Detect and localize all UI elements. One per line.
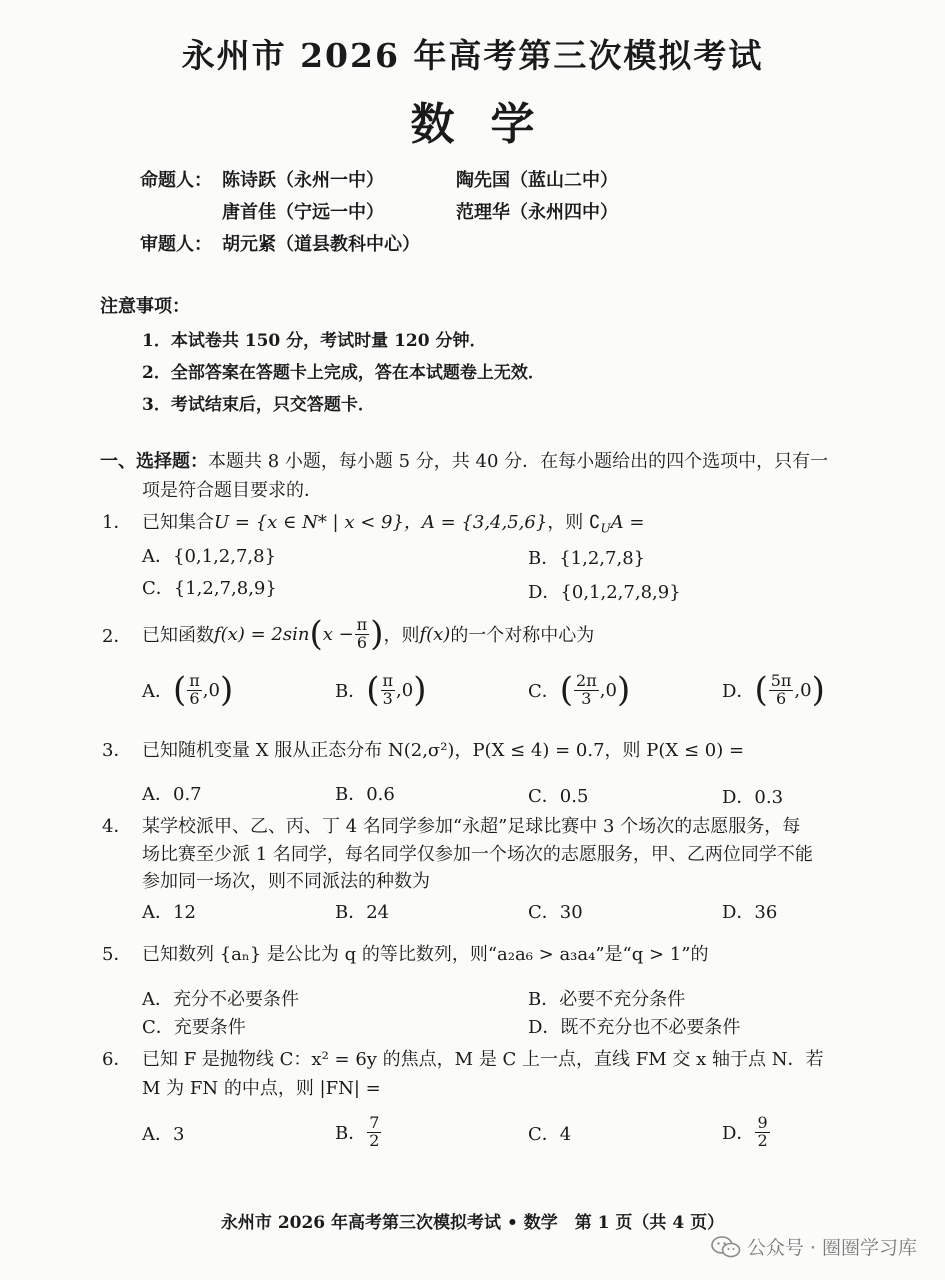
q1-complement-sub: U	[600, 521, 611, 536]
q5-option-d: D．既不充分也不必要条件	[528, 1017, 741, 1038]
q6-option-b	[335, 1108, 382, 1156]
q6-number: 6．	[102, 1049, 132, 1070]
q2-option-c-num: 2π	[576, 670, 597, 690]
q4-number: 4．	[102, 816, 132, 837]
q6-option-d-den: 2	[757, 1130, 768, 1150]
proposer-1: 陈诗跃（永州一中）	[222, 170, 384, 191]
notice-item-2: 2．全部答案在答题卡上完成，答在本试题卷上无效．	[142, 363, 545, 383]
q6-line-1: 已知 F 是抛物线 C：x² = 6y 的焦点，M 是 C 上一点，直线 FM 交 x 轴于点 N．若	[142, 1049, 824, 1070]
q3-number: 3．	[102, 740, 132, 761]
q5-option-c: C．充要条件	[142, 1017, 246, 1038]
q6-option-a: A．3	[142, 1124, 185, 1145]
q6-option-b-den: 2	[369, 1130, 380, 1150]
wechat-icon	[711, 1236, 741, 1258]
notice-heading: 注意事项：	[100, 296, 190, 317]
q2-stem-end: 的一个对称中心为	[450, 625, 595, 646]
notice-item-3: 3．考试结束后，只交答题卡．	[142, 395, 375, 415]
watermark	[711, 1233, 917, 1260]
q2-stem: 已知函数 f(x) = 2sin ( x − $\frac{\pi}{6}$ ) ，则 f(x) 的一个对称中心为	[142, 614, 595, 654]
q2-option-a-num: π	[189, 670, 200, 690]
notice-item-1: 1．本试卷共 150 分，考试时量 120 分钟．	[142, 331, 487, 351]
q6-option-c: C．4	[528, 1124, 572, 1145]
q1-stem-end: A =	[610, 512, 645, 533]
q5-stem: 已知数列 {aₙ} 是公比为 q 的等比数列，则“a₂a₆ > a₃a₄”是“q > 1”的	[142, 944, 709, 965]
q2-number: 2．	[102, 626, 132, 647]
exam-title: 永州市 2026 年高考第三次模拟考试	[181, 36, 764, 75]
page-footer: 永州市 2026 年高考第三次模拟考试 • 数学 第 1 页（共 4 页）	[220, 1213, 725, 1233]
q2-option-b: B． ( $\frac{\pi}{3}$ ,0 )	[335, 670, 427, 710]
q6-line-2: M 为 FN 的中点，则 |FN| =	[142, 1078, 381, 1099]
q1-option-a: A．{0,1,2,7,8}	[142, 546, 277, 567]
q5-option-a: A．充分不必要条件	[142, 989, 299, 1010]
q2-option-c: C． ( $\frac{2\pi}{3}$ ,0 )	[528, 670, 631, 710]
q2-option-a: A． ( $\frac{\pi}{6}$ ,0 )	[142, 670, 234, 710]
watermark-text: 公众号 · 圈圈学习库	[746, 1237, 917, 1259]
q6-option-d-label: D．	[722, 1123, 755, 1144]
q3-option-b: B．0.6	[335, 784, 395, 805]
q2-option-c-den: 3	[581, 688, 592, 708]
q4-line-1: 某学校派甲、乙、丙、丁 4 名同学参加“永超”足球比赛中 3 个场次的志愿服务，每	[142, 816, 801, 837]
q4-option-b: B．24	[335, 902, 390, 923]
q3-option-a: A．0.7	[142, 784, 202, 805]
q4-option-a: A．12	[142, 902, 196, 923]
q2-option-c-label: C．	[528, 681, 560, 702]
section-1-label: 一、选择题：	[100, 451, 208, 472]
q2-option-b-tail: ,0	[396, 679, 414, 701]
q1-stem-text: 已知集合	[142, 512, 214, 533]
subject-title: 数学	[410, 99, 571, 150]
q5-number: 5．	[102, 944, 132, 965]
q2-frac-den: 6	[356, 632, 368, 652]
reviewer-label: 审题人：	[140, 234, 212, 255]
section-1-text-2: 项是符合题目要求的．	[142, 480, 322, 501]
q4-option-c: C．30	[528, 902, 583, 923]
q2-frac-num: π	[356, 614, 368, 634]
proposer-2: 陶先国（蓝山二中）	[456, 170, 618, 191]
q5-option-b: B．必要不充分条件	[528, 989, 686, 1010]
proposer-4: 范理华（永州四中）	[456, 202, 618, 223]
q3-option-d: D．0.3	[722, 787, 784, 808]
q4-line-2: 场比赛至少派 1 名同学，每名同学仅参加一个场次的志愿服务，甲、乙两位同学不能	[142, 844, 813, 865]
q1-stem	[142, 508, 644, 536]
q4-line-3: 参加同一场次，则不同派法的种数为	[142, 871, 430, 892]
q6-option-d-num: 9	[757, 1112, 768, 1132]
q2-option-b-num: π	[382, 670, 394, 690]
section-1-text: 本题共 8 小题，每小题 5 分，共 40 分．在每小题给出的四个选项中，只有一	[208, 451, 829, 472]
q1-option-c: C．{1,2,7,8,9}	[142, 578, 277, 599]
q1-option-d: D．{0,1,2,7,8,9}	[528, 582, 681, 603]
q6-option-b-label: B．	[335, 1123, 367, 1144]
q2-option-d: D． ( $\frac{5\pi}{6}$ ,0 )	[722, 670, 825, 710]
reviewer: 胡元紧（道县教科中心）	[222, 234, 420, 255]
proposer-label: 命题人：	[140, 170, 212, 191]
section-1-intro	[100, 447, 828, 473]
q3-option-c: C．0.5	[528, 786, 589, 807]
q2-option-b-den: 3	[382, 688, 393, 708]
q2-stem-then: ，则	[383, 625, 420, 646]
q2-option-a-label: A．	[142, 681, 173, 702]
q1-set-a: ，A = {3,4,5,6}	[403, 512, 548, 533]
q2-stem-text: 已知函数	[142, 625, 214, 646]
q3-stem: 已知随机变量 X 服从正态分布 N(2,σ²)，P(X ≤ 4) = 0.7，则 P(X ≤ 0) =	[142, 740, 745, 761]
q1-option-b: B．{1,2,7,8}	[528, 548, 646, 569]
q6-option-b-num: 7	[369, 1112, 380, 1132]
proposer-3: 唐首佳（宁远一中）	[222, 202, 384, 223]
q2-option-d-num: 5π	[770, 670, 792, 690]
q1-set-u: U = {x ∈ N* | x < 9}	[214, 512, 404, 533]
q4-option-d: D．36	[722, 902, 778, 923]
q1-complement: ，则 ∁	[547, 512, 601, 533]
q2-option-c-tail: ,0	[599, 679, 617, 701]
q2-option-a-tail: ,0	[202, 679, 220, 701]
q6-option-d	[722, 1108, 771, 1156]
q2-option-d-den: 6	[775, 688, 787, 708]
q1-number: 1．	[102, 512, 132, 533]
q2-option-a-den: 6	[189, 688, 200, 708]
q2-option-d-tail: ,0	[794, 679, 812, 701]
q2-option-b-label: B．	[335, 681, 367, 702]
q2-arg: x −	[322, 623, 354, 645]
q2-option-d-label: D．	[722, 681, 755, 702]
q2-function: f(x) = 2sin	[214, 623, 310, 645]
q2-fx: f(x)	[419, 623, 451, 645]
